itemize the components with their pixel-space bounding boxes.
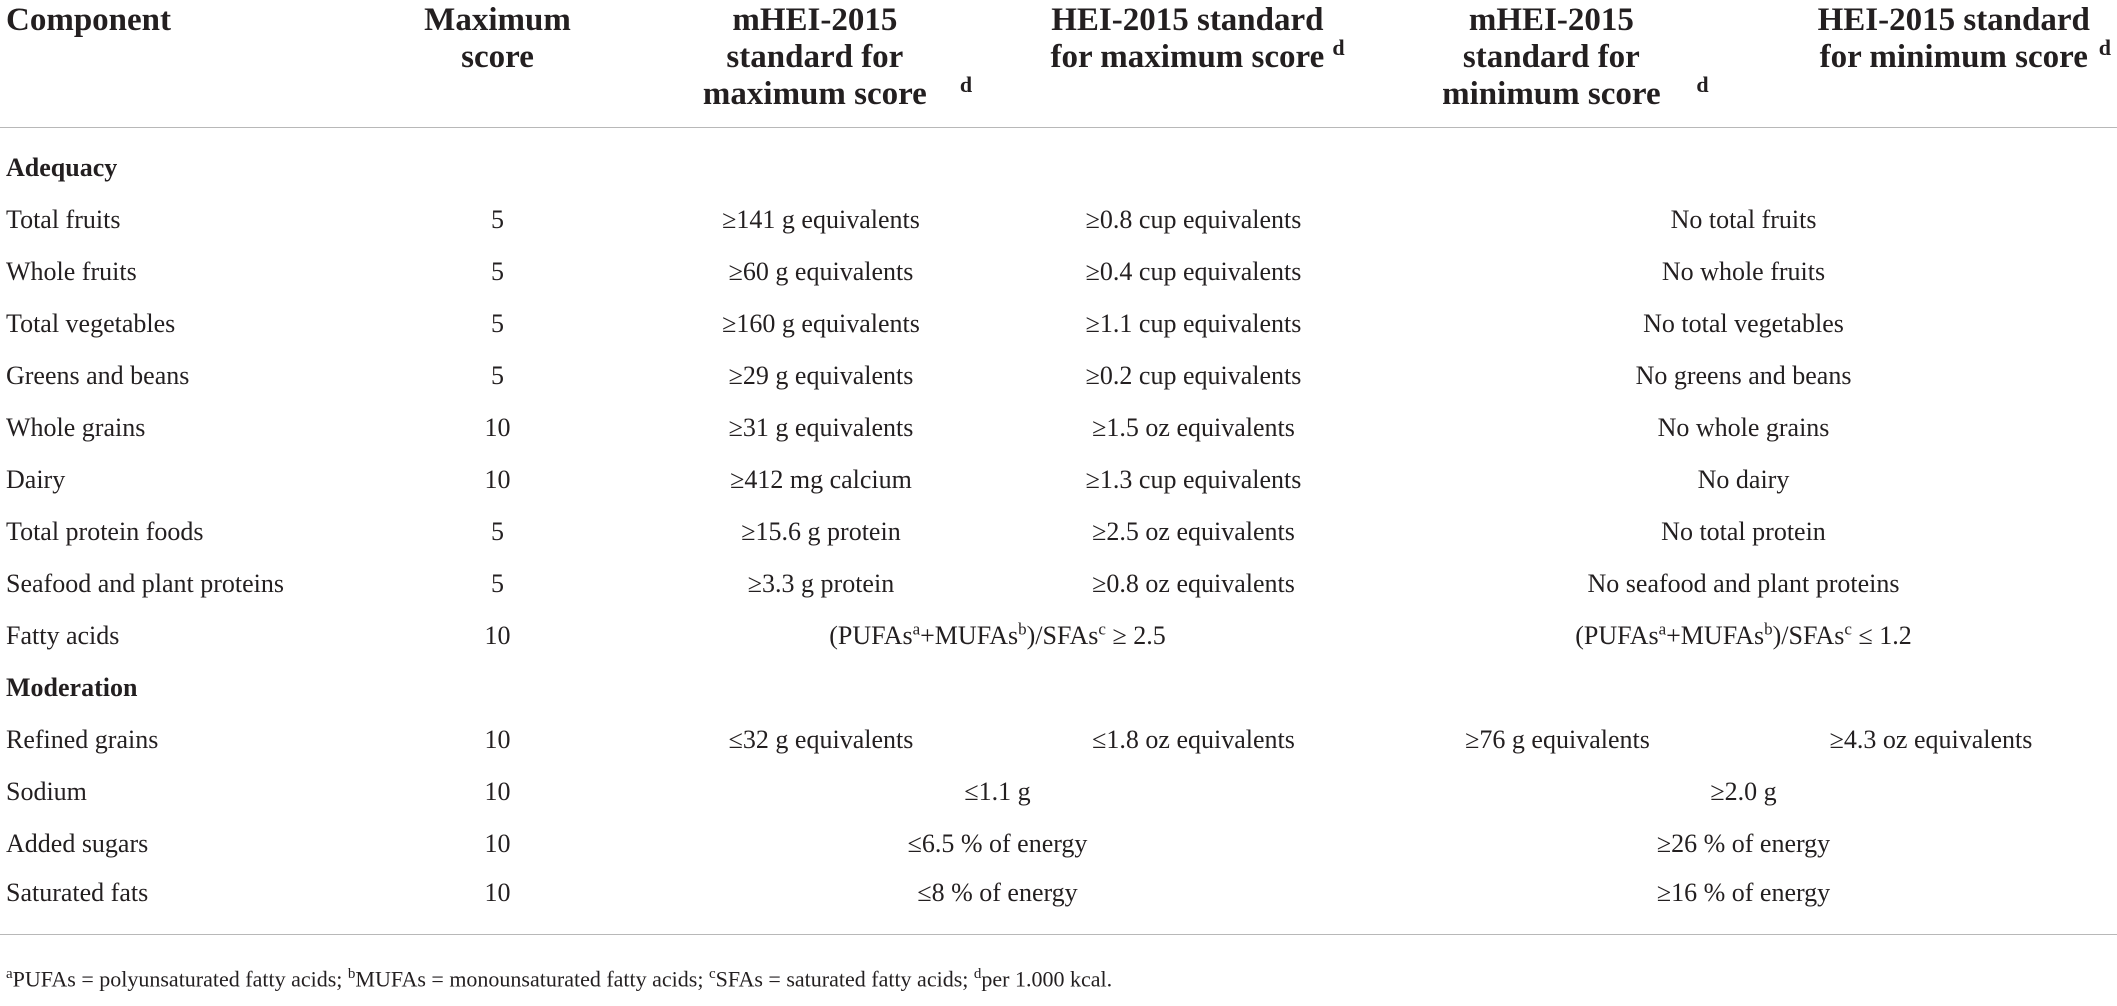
max-std-cell: ≤6.5 % of energy xyxy=(907,829,1088,858)
max-score-cell: 10 xyxy=(370,870,625,935)
max-score-cell: 10 xyxy=(484,777,511,806)
max-score-cell: 10 xyxy=(484,829,511,858)
mhei-max-cell: ≥3.3 g protein xyxy=(747,569,895,598)
component-cell: Whole fruits xyxy=(6,257,137,286)
max-score-cell: 5 xyxy=(491,205,504,234)
max-score-cell: 5 xyxy=(491,361,504,390)
header-max-score: Maximum score xyxy=(370,0,625,128)
component-cell: Total vegetables xyxy=(6,309,176,338)
table-row xyxy=(0,402,2117,454)
component-cell: Total protein foods xyxy=(6,517,204,546)
table-row xyxy=(0,246,2117,298)
mhei-max-cell: ≥160 g equivalents xyxy=(722,309,920,338)
section-label: Adequacy xyxy=(6,153,118,182)
hei-max-cell: ≥1.3 cup equivalents xyxy=(1085,465,1302,494)
table-row xyxy=(0,194,2117,246)
min-cell: No total vegetables xyxy=(1643,309,1844,338)
component-cell: Whole grains xyxy=(6,413,146,442)
mhei-max-cell: ≥31 g equivalents xyxy=(728,413,914,442)
mhei-max-cell: ≥412 mg calcium xyxy=(730,465,912,494)
component-cell: Saturated fats xyxy=(0,870,370,935)
max-score-cell: 10 xyxy=(484,725,511,754)
component-cell: Dairy xyxy=(6,465,66,494)
min-cell: No whole fruits xyxy=(1661,257,1826,286)
max-score-cell: 10 xyxy=(484,413,511,442)
min-cell: No dairy xyxy=(1697,465,1790,494)
min-std-cell: ≥26 % of energy xyxy=(1656,829,1831,858)
mhei-min-cell: ≥76 g equivalents xyxy=(1465,725,1650,754)
component-cell: Greens and beans xyxy=(6,361,190,390)
header-row xyxy=(0,0,2117,128)
header-component: Component xyxy=(0,0,370,128)
table-row xyxy=(0,818,2117,870)
max-score-cell: 5 xyxy=(491,309,504,338)
max-score-cell: 5 xyxy=(491,569,504,598)
hei-max-cell: ≥1.1 cup equivalents xyxy=(1085,309,1302,338)
hei-min-cell: ≥4.3 oz equivalents xyxy=(1829,725,2033,754)
component-cell: Refined grains xyxy=(6,725,159,754)
min-cell: No whole grains xyxy=(1657,413,1830,442)
table-row xyxy=(0,558,2117,610)
section-label: Moderation xyxy=(6,673,138,702)
max-score-cell: 5 xyxy=(491,257,504,286)
max-std-cell: ≤1.1 g xyxy=(964,777,1031,806)
header-hei-min: HEI-2015 standard for minimum score $^d$ xyxy=(1745,0,2117,128)
fatty-acids-min-cell: (PUFAs$^a$+MUFAs$^b$)/SFAs$^c$ ≤ 1.2 xyxy=(1575,619,1912,650)
table-row xyxy=(0,298,2117,350)
table-footnote: $^a$PUFAs = polyunsaturated fatty acids; $^b$MUFAs = monounsaturated fatty acids; $^c$SFAs = saturated fatty acids; $^d$per 1.000 kcal. xyxy=(6,966,1113,992)
hei-max-cell: ≥2.5 oz equivalents xyxy=(1092,517,1295,546)
component-cell: Total fruits xyxy=(6,205,121,234)
mhei-max-cell: ≥29 g equivalents xyxy=(728,361,914,390)
mhei-max-cell: ≥60 g equivalents xyxy=(728,257,914,286)
component-cell: Fatty acids xyxy=(6,621,120,650)
mhei-max-cell: ≥15.6 g protein xyxy=(741,517,901,546)
max-score-cell: 5 xyxy=(491,517,504,546)
min-std-cell: ≥16 % of energy xyxy=(1370,870,2117,935)
table-row xyxy=(0,870,2117,935)
mhei-max-cell: ≤32 g equivalents xyxy=(728,725,914,754)
header-mhei-min: mHEI-2015 standard for minimum score $^d$ xyxy=(1370,0,1745,128)
max-score-cell: 10 xyxy=(484,621,511,650)
hei-max-cell: ≥0.2 cup equivalents xyxy=(1085,361,1302,390)
table-row xyxy=(0,714,2117,766)
component-cell: Seafood and plant proteins xyxy=(6,569,284,598)
hei-max-cell: ≥1.5 oz equivalents xyxy=(1092,413,1295,442)
component-cell: Sodium xyxy=(6,777,87,806)
section-moderation xyxy=(0,662,2117,714)
table-row xyxy=(0,350,2117,402)
component-cell: Added sugars xyxy=(6,829,149,858)
hei-max-cell: ≤1.8 oz equivalents xyxy=(1092,725,1295,754)
min-cell: No total protein xyxy=(1661,517,1826,546)
hei-max-cell: ≥0.8 oz equivalents xyxy=(1092,569,1295,598)
min-std-cell: ≥2.0 g xyxy=(1710,777,1777,806)
min-cell: No total fruits xyxy=(1670,205,1817,234)
table-row xyxy=(0,506,2117,558)
header-hei-max: HEI-2015 standard for maximum score $^d$ xyxy=(1017,0,1370,128)
hei-max-cell: ≥0.8 cup equivalents xyxy=(1085,205,1302,234)
table-row xyxy=(0,454,2117,506)
max-std-cell: ≤8 % of energy xyxy=(625,870,1370,935)
table-row-fatty-acids xyxy=(0,610,2117,662)
section-adequacy xyxy=(0,128,2117,195)
max-score-cell: 10 xyxy=(484,465,511,494)
table-row xyxy=(0,766,2117,818)
mhei-max-cell: ≥141 g equivalents xyxy=(722,205,920,234)
hei-max-cell: ≥0.4 cup equivalents xyxy=(1085,257,1302,286)
min-cell: No seafood and plant proteins xyxy=(1587,569,1900,598)
fatty-acids-max-cell: (PUFAs$^a$+MUFAs$^b$)/SFAs$^c$ ≥ 2.5 xyxy=(829,619,1166,650)
min-cell: No greens and beans xyxy=(1635,361,1852,390)
header-mhei-max: mHEI-2015 standard for maximum score $^d$ xyxy=(625,0,1017,128)
